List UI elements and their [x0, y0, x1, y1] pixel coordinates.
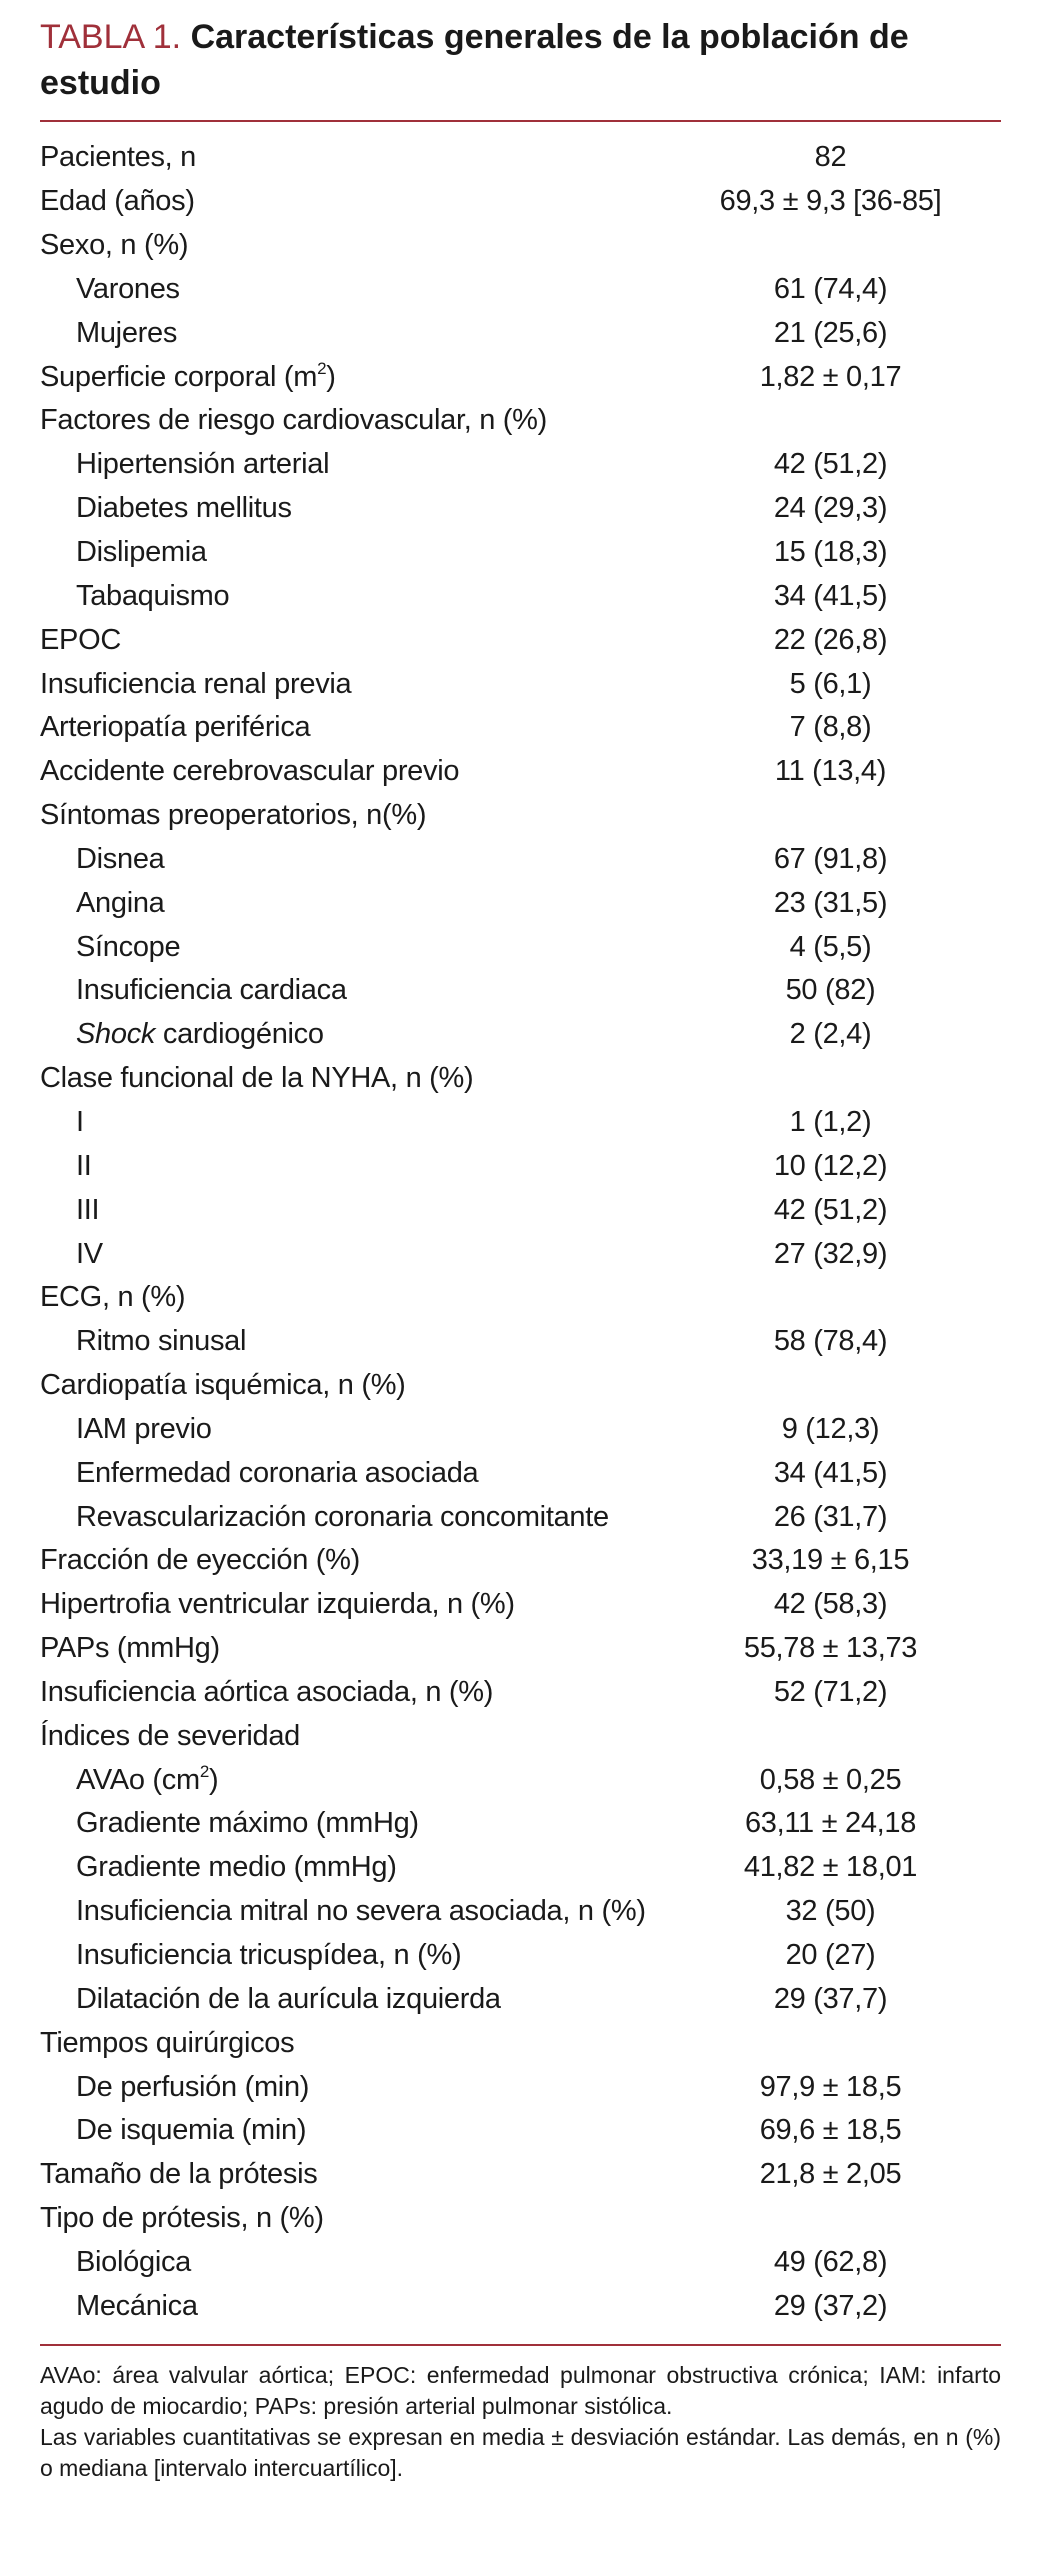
row-label	[40, 1939, 660, 1972]
table-caption: Características generales de la población de estudio	[40, 18, 909, 102]
row-value: 2 (2,4)	[789, 1018, 872, 1051]
row-label	[40, 1238, 660, 1271]
row-label	[40, 1413, 660, 1446]
row-value: 34 (41,5)	[773, 579, 888, 612]
row-label	[40, 1018, 660, 1051]
table-row	[40, 2241, 1001, 2285]
row-label-text: Insuficiencia renal previa	[40, 667, 352, 700]
table-row	[40, 399, 1001, 443]
row-value: 15 (18,3)	[773, 536, 888, 569]
row-label	[40, 1588, 660, 1621]
table-row	[40, 969, 1001, 1013]
row-value: 21 (25,6)	[773, 316, 888, 349]
table-row	[40, 1758, 1001, 1802]
table-row	[40, 531, 1001, 575]
row-label	[40, 887, 660, 920]
row-value: 0,58 ± 0,25	[759, 1763, 902, 1796]
row-label-text: Angina	[76, 886, 165, 919]
table-row	[40, 268, 1001, 312]
row-label-text: Síncope	[76, 930, 181, 963]
row-value: 26 (31,7)	[773, 1500, 888, 1533]
row-value: 23 (31,5)	[773, 886, 888, 919]
row-label	[40, 1983, 660, 2016]
row-value: 21,8 ± 2,05	[759, 2158, 902, 2191]
table-row	[40, 1890, 1001, 1934]
row-label-text: Sexo, n (%)	[40, 229, 189, 262]
row-label-superscript: 2	[317, 358, 327, 378]
row-value: 42 (51,2)	[773, 1193, 888, 1226]
row-value: 7 (8,8)	[789, 711, 872, 744]
row-value: 27 (32,9)	[773, 1237, 888, 1270]
table-row	[40, 1101, 1001, 1145]
row-value: 20 (27)	[785, 1939, 876, 1972]
row-value: 33,19 ± 6,15	[751, 1544, 910, 1577]
row-label-text: Edad (años)	[40, 185, 195, 218]
row-label	[40, 1281, 660, 1314]
row-label	[40, 1632, 660, 1665]
row-value: 22 (26,8)	[773, 623, 888, 656]
row-label	[40, 1325, 660, 1358]
row-value: 52 (71,2)	[773, 1675, 888, 1708]
row-value: 63,11 ± 24,18	[744, 1807, 917, 1840]
row-value: 1 (1,2)	[789, 1105, 872, 1138]
row-label-text: I	[76, 1105, 84, 1138]
row-value: 58 (78,4)	[773, 1325, 888, 1358]
table-row	[40, 1407, 1001, 1451]
table-row	[40, 1714, 1001, 1758]
row-label-text: Gradiente máximo (mmHg)	[76, 1807, 419, 1840]
row-value: 29 (37,7)	[773, 1982, 888, 2015]
table-row	[40, 2284, 1001, 2328]
table-row	[40, 1846, 1001, 1890]
row-label-text: IAM previo	[76, 1412, 212, 1445]
table-row	[40, 1583, 1001, 1627]
row-value: 67 (91,8)	[773, 842, 888, 875]
row-value: 97,9 ± 18,5	[759, 2070, 902, 2103]
row-label-text: Tamaño de la prótesis	[40, 2158, 318, 2191]
row-label-text: ECG, n (%)	[40, 1281, 186, 1314]
table-row	[40, 1276, 1001, 1320]
row-label	[40, 404, 660, 437]
table-row	[40, 1495, 1001, 1539]
row-value: 61 (74,4)	[773, 272, 888, 305]
row-value: 50 (82)	[785, 974, 876, 1007]
table-row	[40, 224, 1001, 268]
row-label-text: Insuficiencia mitral no severa asociada, n (%)	[76, 1895, 646, 1928]
row-label	[40, 1369, 660, 1402]
row-label-text: Tipo de prótesis, n (%)	[40, 2202, 324, 2235]
row-value: 9 (12,3)	[781, 1412, 880, 1445]
table-row	[40, 925, 1001, 969]
row-value: 32 (50)	[785, 1895, 876, 1928]
table-number: TABLA 1.	[40, 18, 182, 56]
row-label	[40, 624, 660, 657]
row-label	[40, 1062, 660, 1095]
row-label-text: Diabetes mellitus	[76, 492, 292, 525]
row-label-text: Insuficiencia cardiaca	[76, 974, 347, 1007]
footnote-abbreviations: AVAo: área valvular aórtica; EPOC: enfermedad pulmonar obstructiva crónica; IAM: infarto agudo de miocardio; PAPs: presión arterial pulmonar sistólica.	[40, 2362, 1001, 2420]
row-label	[40, 141, 660, 174]
bottom-rule	[40, 2344, 1001, 2346]
row-label	[40, 2290, 660, 2323]
table-row	[40, 2109, 1001, 2153]
table-row	[40, 180, 1001, 224]
row-label	[40, 1761, 660, 1797]
row-label-text: Tiempos quirúrgicos	[40, 2026, 295, 2059]
row-label-text: Accidente cerebrovascular previo	[40, 755, 460, 788]
data-table	[40, 136, 1001, 2328]
table-row	[40, 136, 1001, 180]
row-label-suffix: )	[326, 360, 336, 393]
row-label-text: Factores de riesgo cardiovascular, n (%)	[40, 404, 547, 437]
row-label-text: Mecánica	[76, 2289, 198, 2322]
row-label	[40, 273, 660, 306]
row-label	[40, 1807, 660, 1840]
row-label-text: Hipertrofia ventricular izquierda, n (%)	[40, 1588, 515, 1621]
row-value: 5 (6,1)	[789, 667, 872, 700]
table-footnotes	[40, 2360, 1001, 2484]
row-label	[40, 931, 660, 964]
table-row	[40, 2197, 1001, 2241]
row-label	[40, 1851, 660, 1884]
row-label	[40, 185, 660, 218]
row-label-text: Dilatación de la aurícula izquierda	[76, 1982, 501, 2015]
row-label-text: III	[76, 1193, 100, 1226]
row-label	[40, 492, 660, 525]
row-label-text: Hipertensión arterial	[76, 448, 330, 481]
table-row	[40, 574, 1001, 618]
table-row	[40, 1320, 1001, 1364]
row-label-text: Clase funcional de la NYHA, n (%)	[40, 1062, 474, 1095]
row-label-text: Varones	[76, 272, 180, 305]
row-label	[40, 668, 660, 701]
row-value: 24 (29,3)	[773, 492, 888, 525]
table-row	[40, 2153, 1001, 2197]
table-row	[40, 1671, 1001, 1715]
row-label-text: Fracción de eyección (%)	[40, 1544, 360, 1577]
table-row	[40, 881, 1001, 925]
row-label	[40, 1457, 660, 1490]
table-row	[40, 618, 1001, 662]
row-label	[40, 799, 660, 832]
row-label-text: Mujeres	[76, 316, 178, 349]
row-label-text: EPOC	[40, 623, 121, 656]
row-label	[40, 2246, 660, 2279]
row-label-text: Biológica	[76, 2245, 191, 2278]
table-row	[40, 1977, 1001, 2021]
row-label-text: cardiogénico	[155, 1018, 324, 1051]
row-label	[40, 1194, 660, 1227]
row-value: 69,3 ± 9,3 [36-85]	[719, 185, 942, 218]
row-label-text: AVAo (cm	[76, 1763, 200, 1796]
table-row	[40, 662, 1001, 706]
table-row	[40, 1144, 1001, 1188]
row-label	[40, 1150, 660, 1183]
row-label-text: IV	[76, 1237, 103, 1270]
row-value: 69,6 ± 18,5	[759, 2114, 902, 2147]
row-label-text: Superficie corporal (m	[40, 360, 318, 393]
table-row	[40, 355, 1001, 399]
row-label-text: Índices de severidad	[40, 1719, 300, 1752]
row-label	[40, 2071, 660, 2104]
table-row	[40, 487, 1001, 531]
row-label	[40, 974, 660, 1007]
table-row	[40, 1451, 1001, 1495]
table-row	[40, 1057, 1001, 1101]
row-label	[40, 1106, 660, 1139]
row-label	[40, 358, 660, 394]
row-label-text: Dislipemia	[76, 536, 207, 569]
row-label-text: Tabaquismo	[76, 579, 230, 612]
row-label-text: II	[76, 1149, 92, 1182]
row-value: 29 (37,2)	[773, 2289, 888, 2322]
row-label	[40, 843, 660, 876]
row-label-text: Cardiopatía isquémica, n (%)	[40, 1369, 406, 1402]
row-label	[40, 1501, 660, 1534]
table-row	[40, 1627, 1001, 1671]
row-value: 1,82 ± 0,17	[759, 360, 902, 393]
row-label	[40, 229, 660, 262]
row-value: 82	[814, 141, 847, 174]
table-row	[40, 1188, 1001, 1232]
table-row	[40, 311, 1001, 355]
row-label	[40, 2114, 660, 2147]
row-label	[40, 317, 660, 350]
footnote-statistics: Las variables cuantitativas se expresan en media ± desviación estándar. Las demás, en n (%) o mediana [intervalo intercuartílico].	[40, 2424, 1001, 2482]
row-label	[40, 2158, 660, 2191]
table-row	[40, 1232, 1001, 1276]
row-value: 34 (41,5)	[773, 1456, 888, 1489]
row-label-text: Pacientes, n	[40, 141, 196, 174]
row-label	[40, 1720, 660, 1753]
table-row	[40, 1013, 1001, 1057]
row-value: 42 (58,3)	[773, 1588, 888, 1621]
row-label-text: Síntomas preoperatorios, n(%)	[40, 799, 427, 832]
row-label	[40, 580, 660, 613]
row-label	[40, 448, 660, 481]
row-label	[40, 1676, 660, 1709]
row-label	[40, 2202, 660, 2235]
table-row	[40, 750, 1001, 794]
row-value: 42 (51,2)	[773, 448, 888, 481]
table-row	[40, 1802, 1001, 1846]
row-value: 49 (62,8)	[773, 2245, 888, 2278]
row-value: 55,78 ± 13,73	[743, 1632, 918, 1665]
row-label-text: De isquemia (min)	[76, 2114, 307, 2147]
row-value: 4 (5,5)	[789, 930, 872, 963]
row-label-text: Disnea	[76, 842, 165, 875]
table-row	[40, 794, 1001, 838]
row-label-text: Ritmo sinusal	[76, 1325, 247, 1358]
row-value: 10 (12,2)	[773, 1149, 888, 1182]
row-value: 41,82 ± 18,01	[743, 1851, 918, 1884]
table-row	[40, 2065, 1001, 2109]
row-label-text: Insuficiencia aórtica asociada, n (%)	[40, 1675, 494, 1708]
row-label-text: Gradiente medio (mmHg)	[76, 1851, 397, 1884]
row-label-suffix: )	[208, 1763, 219, 1796]
row-label-text: Arteriopatía periférica	[40, 711, 311, 744]
row-label	[40, 536, 660, 569]
table-row	[40, 443, 1001, 487]
table-row	[40, 1364, 1001, 1408]
row-label	[40, 2027, 660, 2060]
table-row	[40, 1539, 1001, 1583]
table-row	[40, 1934, 1001, 1978]
table-title	[40, 14, 1000, 106]
table-row	[40, 838, 1001, 882]
table-row	[40, 706, 1001, 750]
row-value: 11 (13,4)	[774, 755, 887, 788]
row-label	[40, 711, 660, 744]
table-row	[40, 2021, 1001, 2065]
row-label-text: Revascularización coronaria concomitante	[76, 1500, 609, 1533]
row-label	[40, 755, 660, 788]
row-label	[40, 1544, 660, 1577]
row-label-text: Insuficiencia tricuspídea, n (%)	[76, 1939, 462, 1972]
row-label-text: PAPs (mmHg)	[40, 1632, 220, 1665]
row-label-italic: Shock	[76, 1018, 156, 1051]
top-rule	[40, 120, 1001, 122]
row-label	[40, 1895, 660, 1928]
row-label-text: De perfusión (min)	[76, 2070, 310, 2103]
row-label-text: Enfermedad coronaria asociada	[76, 1456, 479, 1489]
row-label-superscript: 2	[199, 1761, 209, 1781]
